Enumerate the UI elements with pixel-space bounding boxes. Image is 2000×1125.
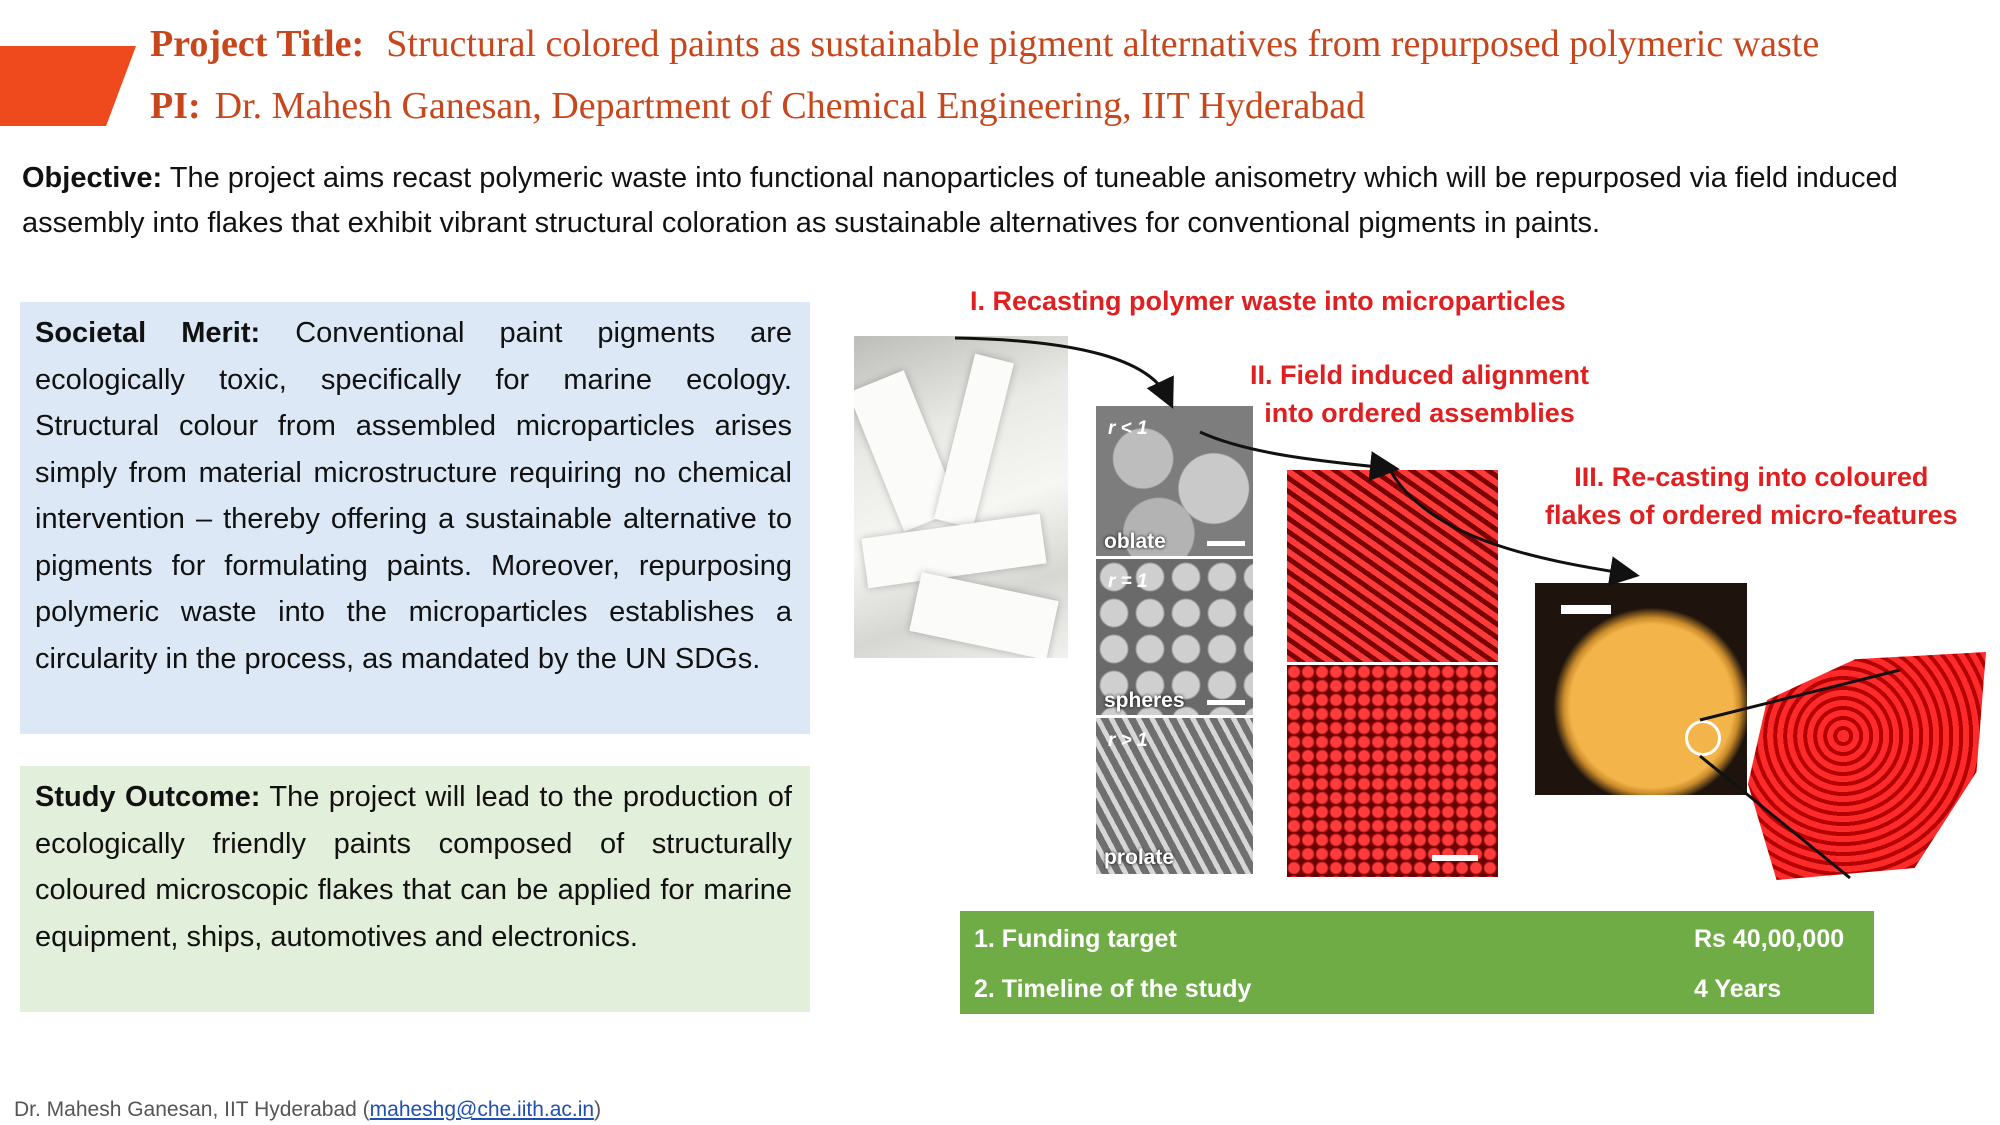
footer: [14, 1098, 601, 1122]
sem-oblate-image: [1096, 406, 1253, 556]
timeline-value: 4 Years: [1694, 975, 1782, 1003]
step1-label: I. Recasting polymer waste into microparticles: [970, 286, 1566, 316]
pi-label: PI:: [150, 85, 201, 127]
scale-bar: [1207, 541, 1245, 546]
sem-spheres-ratio: r = 1: [1108, 571, 1148, 592]
step2-label-line2: into ordered assemblies: [1264, 398, 1575, 428]
scale-bar: [1561, 605, 1611, 614]
footer-author: Dr. Mahesh Ganesan, IIT Hyderabad (: [14, 1098, 370, 1121]
timeline-label: 2. Timeline of the study: [974, 975, 1252, 1003]
coloured-flake-photo: [1535, 583, 1747, 795]
objective-text: The project aims recast polymeric waste into functional nanoparticles of tuneable anisometry which will be repurposed via field induced assembly into flakes that exhibit vibrant structural coloration as sustainable alternatives for conventional pigments in paints.: [22, 162, 1898, 239]
step3-label-line1: III. Re-casting into coloured: [1574, 462, 1929, 492]
sem-spheres-image: [1096, 559, 1253, 715]
project-title: [150, 22, 1819, 66]
sem-prolate-ratio: r > 1: [1108, 730, 1148, 751]
step3-label: [1545, 458, 1958, 534]
sem-oblate-label: oblate: [1104, 530, 1166, 553]
societal-merit-label: Societal Merit:: [35, 317, 261, 349]
study-outcome-label: Study Outcome:: [35, 781, 261, 813]
step3-label-line2: flakes of ordered micro-features: [1545, 500, 1958, 530]
pi-line: [150, 84, 1365, 128]
ordered-assembly-image: [1287, 665, 1498, 877]
sem-oblate-ratio: r < 1: [1108, 418, 1148, 439]
step2-label-line1: II. Field induced alignment: [1250, 360, 1590, 390]
societal-merit-box: [20, 302, 810, 734]
project-title-text: Structural colored paints as sustainable pigment alternatives from repurposed polymeric waste: [386, 23, 1820, 65]
flake-3d-microstructure-image: [1748, 640, 1986, 880]
funding-row: [974, 919, 1864, 959]
footer-close: ): [594, 1098, 602, 1121]
funding-target-label: 1. Funding target: [974, 925, 1177, 953]
polymer-waste-photo: [854, 336, 1068, 658]
timeline-row: [974, 969, 1864, 1009]
sem-spheres-label: spheres: [1104, 689, 1185, 712]
zoom-circle: [1685, 720, 1721, 756]
sem-prolate-label: prolate: [1104, 846, 1175, 869]
project-title-label: Project Title:: [150, 23, 365, 65]
funding-target-value: Rs 40,00,000: [1694, 925, 1845, 953]
sem-prolate-image: [1096, 718, 1253, 874]
step2-label: [1250, 356, 1589, 432]
pi-text: Dr. Mahesh Ganesan, Department of Chemical Engineering, IIT Hyderabad: [214, 85, 1366, 127]
waste-shard: [934, 354, 1014, 529]
scale-bar: [1207, 700, 1245, 705]
study-outcome-text: The project will lead to the production of ecologically friendly paints composed of structurally coloured microscopic flakes that can be applied for marine equipment, ships, automotives and electronics.: [35, 781, 792, 953]
waste-shard: [909, 572, 1058, 658]
study-outcome-box: [20, 766, 810, 1012]
aligned-assembly-image: [1287, 470, 1498, 662]
scale-bar: [1432, 855, 1478, 861]
objective-label: Objective:: [22, 162, 163, 194]
funding-table: [960, 911, 1874, 1014]
footer-email-link[interactable]: maheshg@che.iith.ac.in: [369, 1098, 595, 1121]
waste-shard: [861, 514, 1046, 589]
societal-merit-text: Conventional paint pigments are ecologically toxic, specifically for marine ecology. Structural colour from assembled microparticles arises simply from material microstructure requiring no chemical intervention – thereby offering a sustainable alternative to pigments for formulating paints. Moreover, repurposing polymeric waste into the microparticles establishes a circularity in the process, as mandated by the UN SDGs.: [35, 317, 793, 675]
accent-bar: [0, 46, 136, 126]
objective: [22, 156, 1972, 246]
